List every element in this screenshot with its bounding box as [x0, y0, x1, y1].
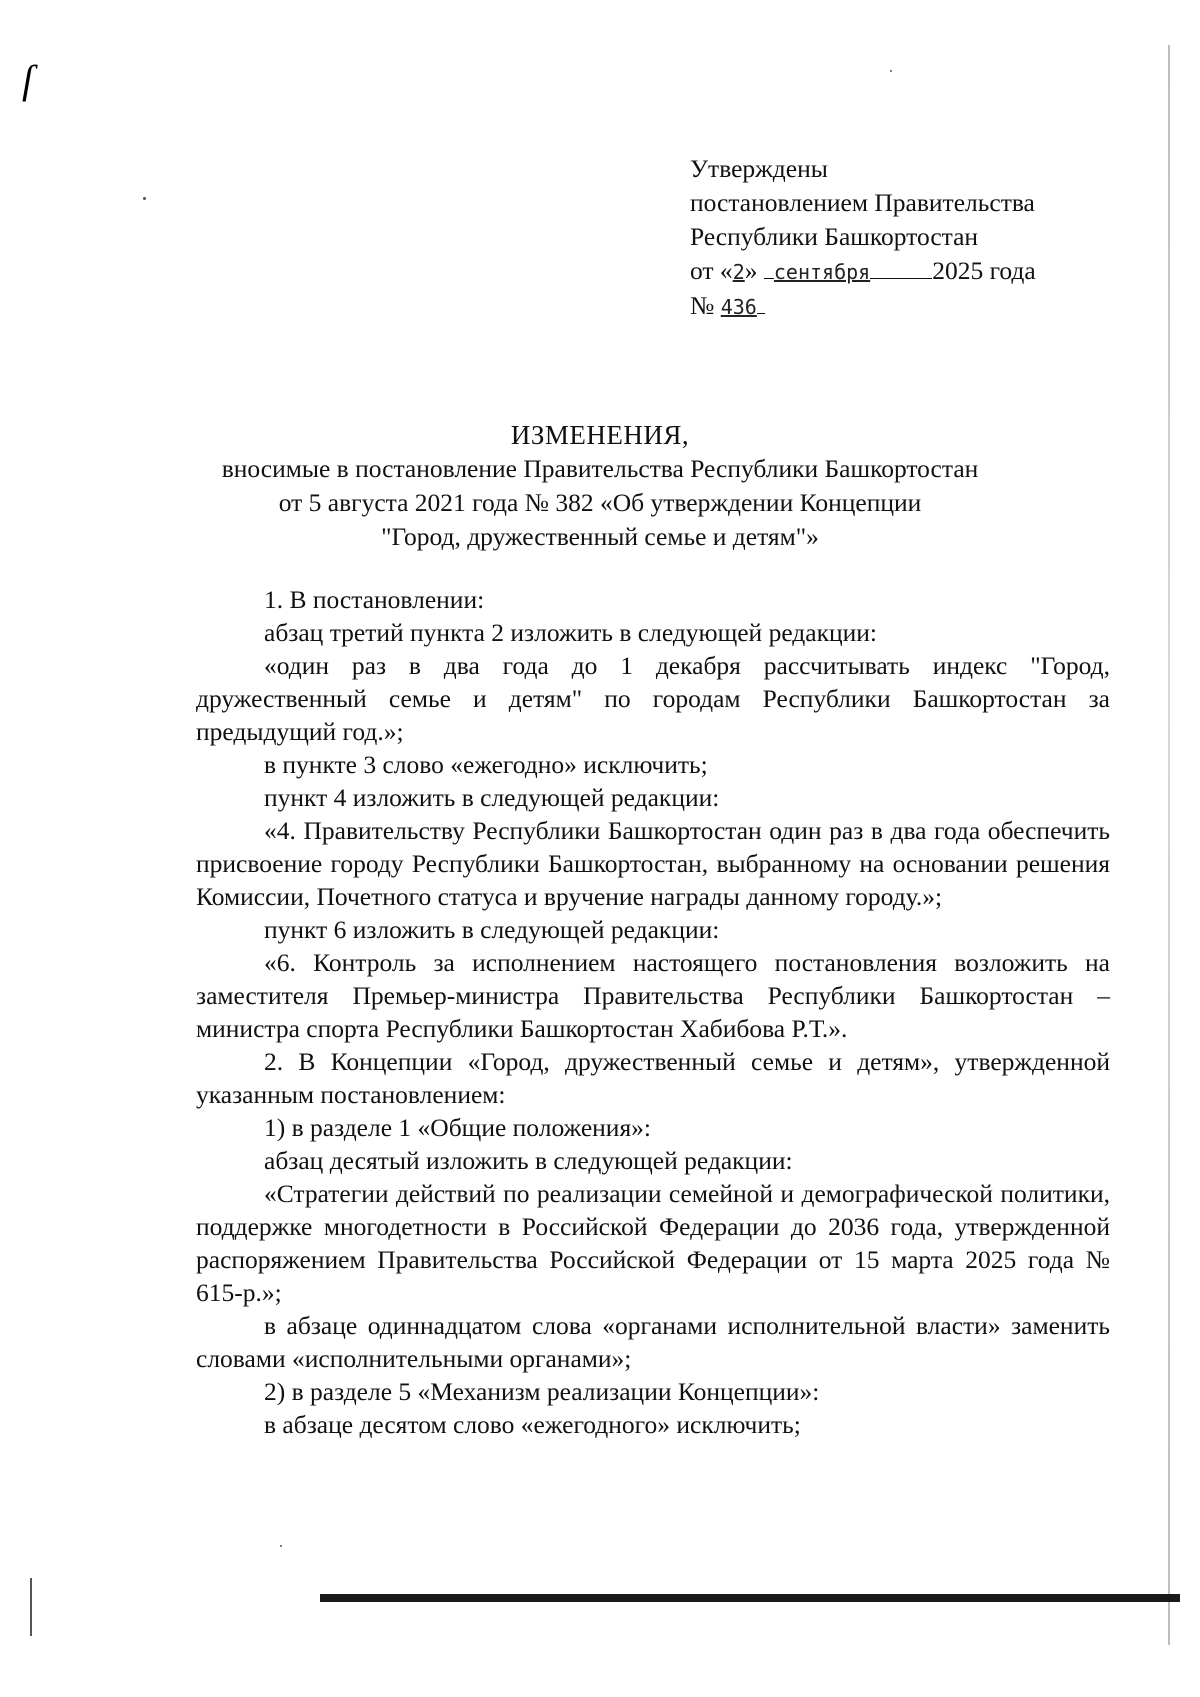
heading-line: вносимые в постановление Правительства Республики Башкортостан [221, 454, 979, 483]
scan-right-edge [1168, 45, 1170, 1645]
document-heading [150, 418, 1050, 554]
scan-left-edge [30, 1578, 32, 1636]
approval-date-line [690, 254, 1150, 289]
date-underline [870, 254, 932, 279]
page-bottom-rule [320, 1594, 1180, 1602]
approval-line: Республики Башкортостан [690, 222, 979, 251]
document-body [196, 583, 1110, 1441]
paragraph: 2. В Концепции «Город, дружественный семье и детям», утвержденной указанным постановлением: [196, 1047, 1110, 1109]
number-underline [757, 289, 765, 314]
paragraph: пункт 6 изложить в следующей редакции: [264, 915, 720, 944]
paragraph: в абзаце одиннадцатом слова «органами исполнительной власти» заменить словами «исполнительными органами»; [196, 1311, 1110, 1373]
date-day: 2 [732, 260, 745, 284]
scan-speck [280, 1545, 282, 1547]
paragraph: 1) в разделе 1 «Общие положения»: [264, 1113, 652, 1142]
scan-corner-mark: ſ [22, 57, 34, 102]
heading-line: "Город, дружественный семье и детям"» [381, 522, 819, 551]
date-year: 2025 года [932, 256, 1036, 285]
paragraph: в абзаце десятом слово «ежегодного» исключить; [264, 1410, 801, 1439]
paragraph: в пункте 3 слово «ежегодно» исключить; [264, 750, 708, 779]
paragraph: «один раз в два года до 1 декабря рассчитывать индекс "Город, дружественный семье и детям" по городам Республики Башкортостан за предыдущий год.»; [196, 651, 1110, 746]
number-value: 436 [720, 295, 757, 319]
date-mid: » [744, 256, 758, 285]
date-underline [764, 254, 774, 279]
paragraph: абзац третий пункта 2 изложить в следующей редакции: [264, 618, 878, 647]
heading-line: от 5 августа 2021 года № 382 «Об утверждении Концепции [278, 488, 922, 517]
date-month: сентября [773, 260, 871, 284]
approval-line: постановлением Правительства [690, 188, 1035, 217]
paragraph: «6. Контроль за исполнением настоящего постановления возложить на заместителя Премьер-министра Правительства Республики Башкортостан – министра спорта Республики Башкортостан Хабибова Р.Т.». [196, 948, 1110, 1043]
scan-speck [143, 197, 146, 200]
approval-number-line [690, 289, 1150, 324]
paragraph: «Стратегии действий по реализации семейной и демографической политики, поддержке многодетности в Российской Федерации до 2036 года, утвержденной распоряжением Правительства Российской Федерации от 15 марта 2025 года № 615-р.»; [196, 1179, 1110, 1307]
number-prefix: № [690, 291, 715, 320]
date-prefix: от « [690, 256, 733, 285]
approval-line: Утверждены [690, 154, 828, 183]
approval-block [690, 152, 1150, 324]
paragraph: 1. В постановлении: [264, 585, 485, 614]
paragraph: 2) в разделе 5 «Механизм реализации Концепции»: [264, 1377, 820, 1406]
paragraph: абзац десятый изложить в следующей редакции: [264, 1146, 793, 1175]
paragraph: пункт 4 изложить в следующей редакции: [264, 783, 720, 812]
document-title: ИЗМЕНЕНИЯ, [510, 420, 690, 450]
scan-speck [890, 70, 892, 72]
paragraph: «4. Правительству Республики Башкортостан один раз в два года обеспечить присвоение городу Республики Башкортостан, выбранному на основании решения Комиссии, Почетного статуса и вручение награды данному городу.»; [196, 816, 1110, 911]
